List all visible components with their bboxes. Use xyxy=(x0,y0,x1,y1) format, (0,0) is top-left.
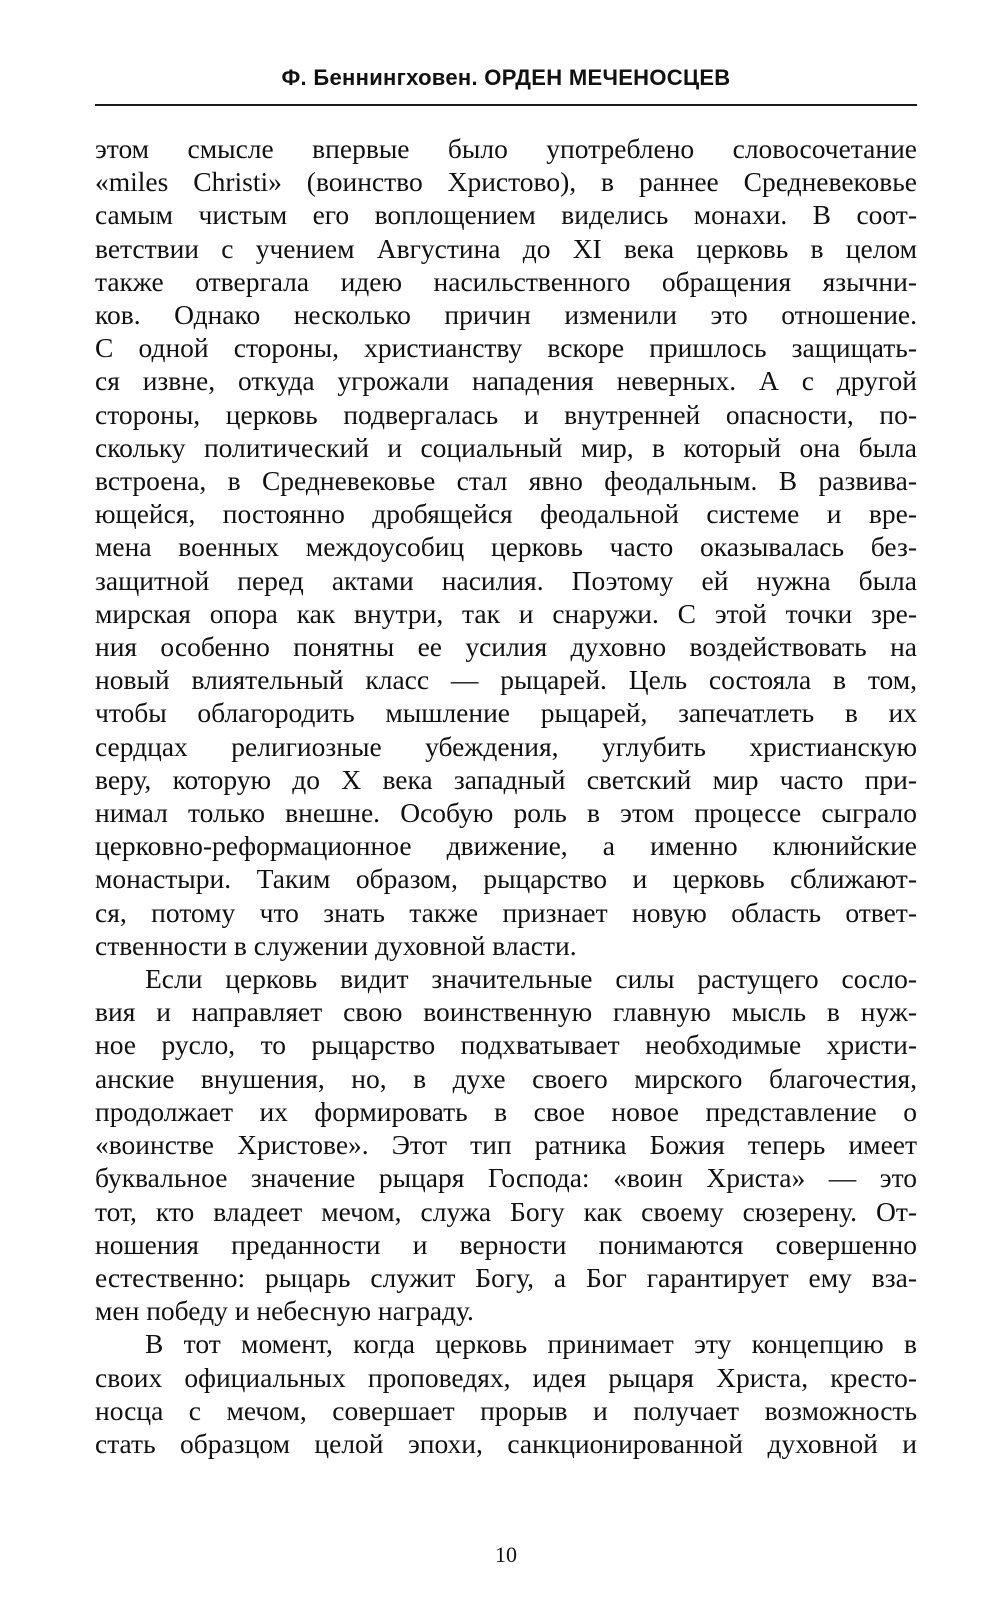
text-line: чтобы облагородить мышление рыцарей, запечатлеть в их xyxy=(95,697,917,729)
text-line: мен победу и небесную награду. xyxy=(95,1295,474,1327)
text-line: самым чистым его воплощением виделись монахи. В соот- xyxy=(95,199,917,231)
text-line: защитной перед актами насилия. Поэтому ей нужна была xyxy=(95,564,917,596)
text-line: ся, потому что знать также признает новую область ответ- xyxy=(95,896,917,928)
paragraph-2 xyxy=(95,962,917,1327)
text-line: «воинстве Христове». Этот тип ратника Божия теперь имеет xyxy=(95,1129,917,1161)
text-line: ное русло, то рыцарство подхватывает необходимые христи- xyxy=(95,1029,917,1061)
text-line: ющейся, постоянно дробящейся феодальной системе и вре- xyxy=(95,498,917,530)
text-line: естественно: рыцарь служит Богу, а Бог гарантирует ему вза- xyxy=(95,1261,917,1293)
text-line: веру, которую до X века западный светский мир часто при- xyxy=(95,763,917,795)
text-line: этом смысле впервые было употреблено словосочетание xyxy=(95,133,917,164)
text-line: Если церковь видит значительные силы растущего сосло- xyxy=(145,963,917,995)
text-line: монастыри. Таким образом, рыцарство и церковь сближают- xyxy=(95,863,917,895)
text-line: ков. Однако несколько причин изменили это отношение. xyxy=(95,299,917,331)
body-text xyxy=(95,132,917,1460)
text-line: ственности в служении духовной власти. xyxy=(95,929,577,961)
text-line: тот, кто владеет мечом, служа Богу как своему сюзерену. От- xyxy=(95,1195,917,1227)
text-line: встроена, в Средневековье стал явно феодальным. В развива- xyxy=(95,465,917,497)
page-number: 10 xyxy=(495,1542,517,1567)
text-line: ветствии с учением Августина до XI века церковь в целом xyxy=(95,232,917,264)
text-line: мена военных междоусобиц церковь часто оказывалась без- xyxy=(95,531,917,563)
text-line: буквальное значение рыцаря Господа: «воин Христа» — это xyxy=(95,1162,917,1194)
text-line: «miles Christi» (воинство Христово), в раннее Средневековье xyxy=(95,166,917,198)
text-line: продолжает их формировать в свое новое представление о xyxy=(95,1095,917,1127)
text-line: своих официальных проповедях, идея рыцаря Христа, кресто- xyxy=(95,1361,917,1393)
text-line: также отвергала идею насильственного обращения язычни- xyxy=(95,265,917,297)
text-line: стороны, церковь подвергалась и внутренней опасности, по- xyxy=(95,398,917,430)
text-line: ношения преданности и верности понимаются совершенно xyxy=(95,1228,917,1260)
text-line: сердцах религиозные убеждения, углубить христианскую xyxy=(95,730,917,762)
paragraph-1 xyxy=(95,132,917,962)
text-line: вия и направляет свою воинственную главную мысль в нуж- xyxy=(95,996,917,1028)
text-line: ния особенно понятны ее усилия духовно воздействовать на xyxy=(95,631,917,663)
text-line: мирская опора как внутри, так и снаружи. С этой точки зре- xyxy=(95,597,917,629)
text-line: анские внушения, но, в духе своего мирского благочестия, xyxy=(95,1062,917,1094)
text-line: С одной стороны, христианству вскоре пришлось защищать- xyxy=(95,332,917,364)
header-rule xyxy=(95,104,917,106)
text-line: ся извне, откуда угрожали нападения неверных. А с другой xyxy=(95,365,917,397)
text-line: В тот момент, когда церковь принимает эту концепцию в xyxy=(145,1328,917,1360)
text-line: нимал только внешне. Особую роль в этом процессе сыграло xyxy=(95,797,917,829)
text-line: новый влиятельный класс — рыцарей. Цель состояла в том, xyxy=(95,664,917,696)
paragraph-3 xyxy=(95,1327,917,1460)
running-head: Ф. Беннингховен. ОРДЕН МЕЧЕНОСЦЕВ xyxy=(281,65,731,90)
text-line: носца с мечом, совершает прорыв и получает возможность xyxy=(95,1394,917,1426)
text-line: стать образцом целой эпохи, санкционированной духовной и xyxy=(95,1427,917,1459)
text-line: скольку политический и социальный мир, в который она была xyxy=(95,431,917,463)
text-line: церковно-реформационное движение, а именно клюнийские xyxy=(95,830,917,862)
